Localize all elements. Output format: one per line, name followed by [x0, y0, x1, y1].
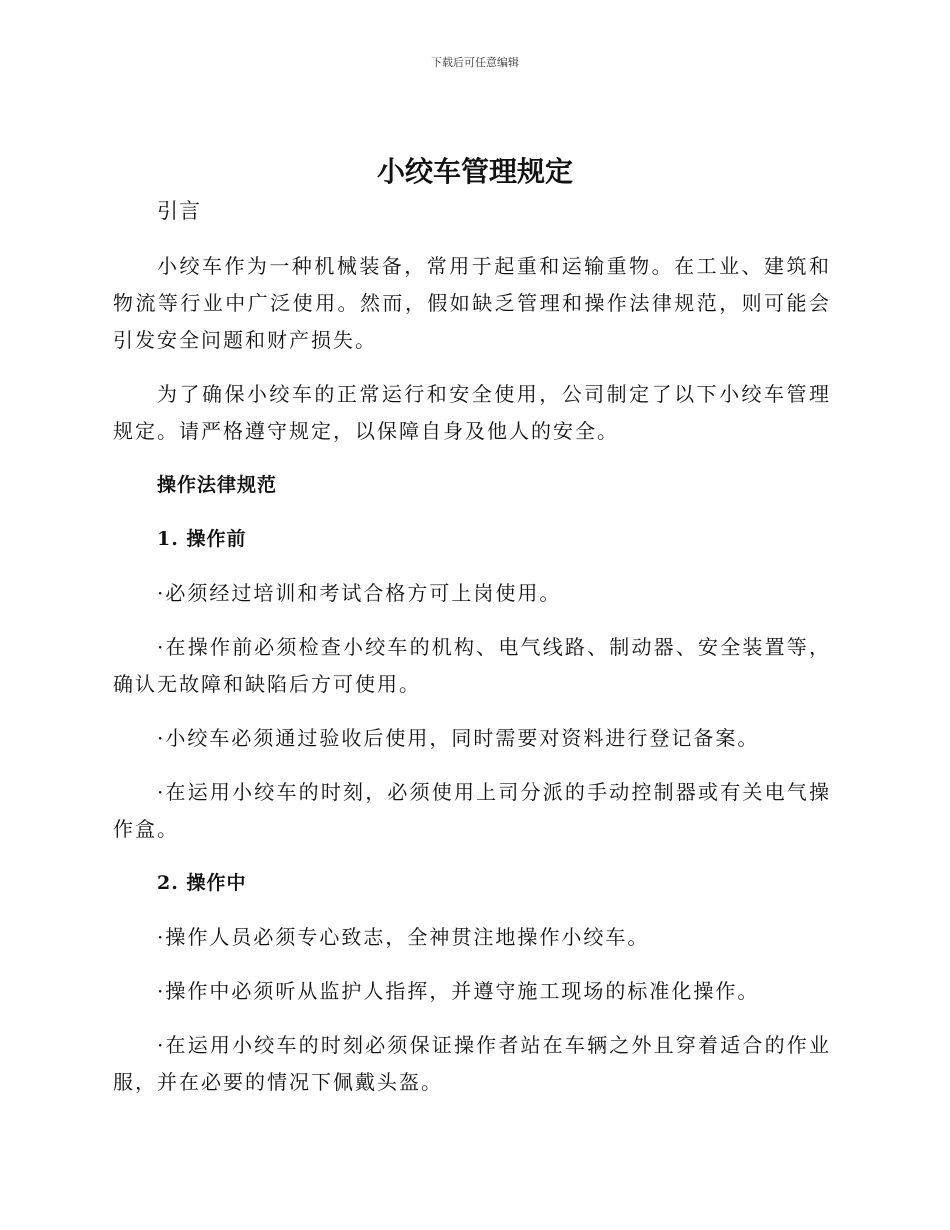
- section-heading-intro: 引言: [157, 199, 201, 223]
- subsection-heading-during: 2. 操作中: [157, 872, 247, 894]
- list-item-before-4: ·在运用小绞车的时刻，必须使用上司分派的手动控制器或有关电气操作盒。: [113, 780, 831, 841]
- header-note: 下载后可任意编辑: [431, 56, 519, 69]
- list-item-during-3: ·在运用小绞车的时刻必须保证操作者站在车辆之外且穿着适合的作业服，并在必要的情况下佩戴头盔。: [113, 1033, 831, 1094]
- list-item-during-1: ·操作人员必须专心致志，全神贯注地操作小绞车。: [157, 925, 650, 949]
- document-title: 小绞车管理规定: [376, 155, 573, 188]
- paragraph-intro-2: 为了确保小绞车的正常运行和安全使用，公司制定了以下小绞车管理规定。请严格遵守规定，以保障自身及他人的安全。: [113, 382, 831, 443]
- document-body: [113, 196, 831, 1101]
- paragraph-intro-1: 小绞车作为一种机械装备，常用于起重和运输重物。在工业、建筑和物流等行业中广泛使用。然而，假如缺乏管理和操作法律规范，则可能会引发安全问题和财产损失。: [113, 254, 831, 352]
- list-item-during-2: ·操作中必须听从监护人指挥，并遵守施工现场的标准化操作。: [157, 979, 760, 1003]
- list-item-before-3: ·小绞车必须通过验收后使用，同时需要对资料进行登记备案。: [157, 726, 760, 750]
- list-item-before-2: ·在操作前必须检查小绞车的机构、电气线路、制动器、安全装置等，确认无故障和缺陷后方可使用。: [113, 635, 831, 696]
- section-heading-operations: 操作法律规范: [157, 474, 278, 496]
- list-item-before-1: ·必须经过培训和考试合格方可上岗使用。: [157, 581, 562, 605]
- subsection-heading-before: 1. 操作前: [157, 528, 247, 550]
